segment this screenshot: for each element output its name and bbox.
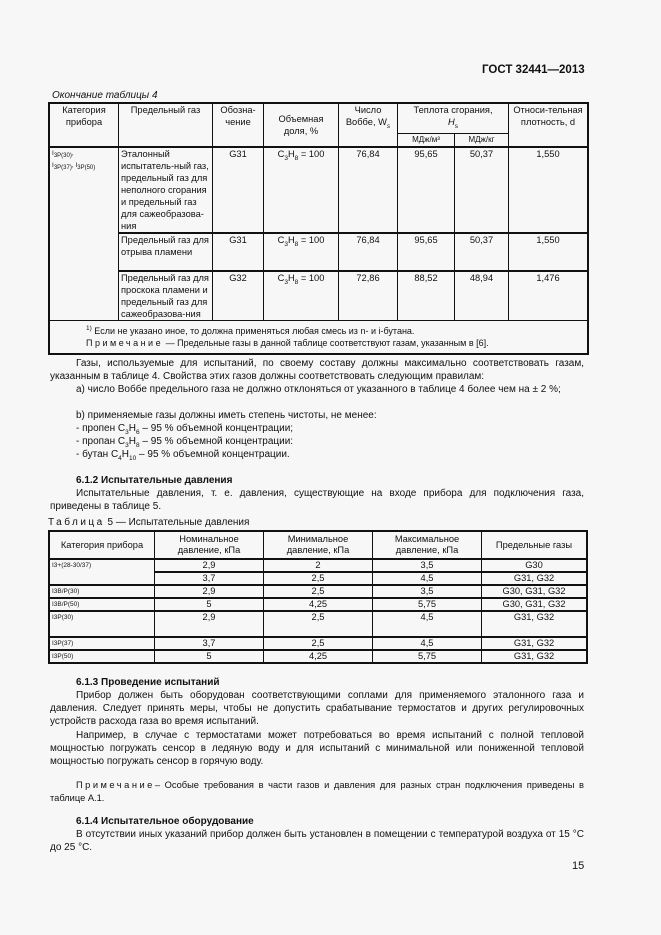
col-header-unit-m3: МДж/м³ xyxy=(398,133,455,147)
nominal-cell: 3,7 xyxy=(155,637,264,650)
max-cell: 3,5 xyxy=(373,559,482,572)
heat-m3-cell: 95,65 xyxy=(398,147,455,233)
page-number: 15 xyxy=(572,860,585,872)
category-cell: I3B/P(30) xyxy=(49,585,155,598)
text: - пропан C xyxy=(76,436,126,447)
purity-butane xyxy=(50,448,584,465)
nominal-cell: 5 xyxy=(155,598,264,611)
wobbe-label: Число Воббе, W xyxy=(345,105,387,127)
min-cell: 4,25 xyxy=(264,598,373,611)
col-header-volume-fraction: Объемная доля, % xyxy=(264,103,339,147)
item-b: b) применяемые газы должны иметь степень чистоты, не менее: xyxy=(76,410,377,421)
document-standard-number: ГОСТ 32441—2013 xyxy=(482,64,585,76)
fraction-cell: $C_3H_8 = 100$ xyxy=(264,147,339,233)
note-text: – Особые требования в части газов и давления для разных стран подключения приведены в таблице А.1. xyxy=(50,780,584,803)
wobbe-cell: 76,84 xyxy=(339,233,398,271)
table-5 xyxy=(48,530,588,664)
section-6-1-3-para1: Прибор должен быть оборудован соответствующими соплами для применяемого эталонного газа и давления. Следует принять меры, чтобы не допустить срабатывание термостатов и других регулировочных устройств расхода газа во время испытаний. xyxy=(50,690,584,727)
table4-caption: Окончание таблицы 4 xyxy=(52,90,158,101)
min-cell: 2 xyxy=(264,559,373,572)
heat-sub: s xyxy=(454,122,458,130)
col-header-limit-gas: Предельный газ xyxy=(119,103,213,147)
table-4 xyxy=(48,102,589,355)
text: H xyxy=(121,449,130,460)
table-row xyxy=(49,650,587,663)
caption-text: 5 — Испытательные давления xyxy=(104,517,250,528)
max-cell: 4,5 xyxy=(373,572,482,585)
heat-label: Теплота сгорания, xyxy=(413,105,493,115)
wobbe-cell: 76,84 xyxy=(339,147,398,233)
gases-cell: G31, G32 xyxy=(482,572,588,585)
nominal-cell: 2,9 xyxy=(155,611,264,637)
text: H xyxy=(128,423,137,434)
col-header-designation: Обозна-чение xyxy=(213,103,264,147)
table-row xyxy=(49,585,587,598)
col-header-min: Минимальное давление, кПа xyxy=(264,531,373,559)
paragraph-gases: Газы, используемые для испытаний, по своему составу должны максимально соответствовать газам, указанным в таблице 4. Свойства этих газов должны соответствовать следующим правилам: xyxy=(50,358,584,382)
wobbe-cell: 72,86 xyxy=(339,271,398,321)
category-cell: I3+(28-30/37) xyxy=(49,559,155,585)
col-header-unit-kg: МДж/кг xyxy=(455,133,509,147)
sub: 6 xyxy=(136,429,140,436)
gases-cell: G30 xyxy=(482,559,588,572)
col-header-wobbe xyxy=(339,103,398,147)
section-6-1-3-para2: Например, в случае с термостатами может потребоваться во время испытаний с полной тепловой мощностью погружать сенсор в ледяную воду и для испытаний с минимальной или пониженной тепловой мощностью погружать сенсор в горячую воду. xyxy=(50,730,584,767)
col-header-heat xyxy=(398,103,509,133)
min-cell: 2,5 xyxy=(264,572,373,585)
table4-notes xyxy=(49,320,588,354)
item-a: а) число Воббе предельного газа не должно отклоняться от указанного в таблице 4 более чем на ± 2 %; xyxy=(76,384,561,395)
col-header-gases: Предельные газы xyxy=(482,531,588,559)
section-6-1-2-title: 6.1.2 Испытательные давления xyxy=(76,475,233,486)
min-cell: 4,25 xyxy=(264,650,373,663)
limit-gas-cell: Предельный газ для проскока пламени и предельный газ для сажеобразова-ния xyxy=(119,271,213,321)
table-row xyxy=(49,233,588,271)
gases-cell: G31, G32 xyxy=(482,650,588,663)
sub: 3 xyxy=(125,442,129,449)
note-text: — Предельные газы в данной таблице соответствуют газам, указанным в [6]. xyxy=(163,337,489,348)
fraction-cell: $C_3H_8 = 100$ xyxy=(264,233,339,271)
section-6-1-4-text: В отсутствии иных указаний прибор должен быть установлен в помещении с температурой воздуха от 15 °С до 25 °С. xyxy=(50,829,584,853)
text: – 95 % объемной концентрации; xyxy=(139,423,294,434)
heat-symbol: H xyxy=(448,117,455,127)
table-row xyxy=(49,559,587,572)
max-cell: 3,5 xyxy=(373,585,482,598)
sub: 3 xyxy=(125,429,129,436)
note-label: Примечание xyxy=(76,780,155,790)
nominal-cell: 2,9 xyxy=(155,559,264,572)
heat-kg-cell: 50,37 xyxy=(455,233,509,271)
text: – 95 % объемной концентрации: xyxy=(139,436,294,447)
designation-cell: G32 xyxy=(213,271,264,321)
heat-kg-cell: 50,37 xyxy=(455,147,509,233)
gases-cell: G30, G31, G32 xyxy=(482,585,588,598)
max-cell: 5,75 xyxy=(373,650,482,663)
table-row xyxy=(49,611,587,637)
min-cell: 2,5 xyxy=(264,611,373,637)
table-row xyxy=(49,598,587,611)
sub: 8 xyxy=(136,442,140,449)
min-cell: 2,5 xyxy=(264,585,373,598)
table-row xyxy=(49,637,587,650)
table-row xyxy=(49,147,588,233)
text: – 95 % объемной концентрации. xyxy=(136,449,290,460)
density-cell: 1,550 xyxy=(509,233,589,271)
limit-gas-cell: Предельный газ для отрыва пламени xyxy=(119,233,213,271)
limit-gas-cell: Эталонный испытатель-ный газ, предельный газ для неполного сгорания и предельный газ для сажеобразова-ния xyxy=(119,147,213,233)
max-cell: 4,5 xyxy=(373,611,482,637)
section-6-1-4-title: 6.1.4 Испытательное оборудование xyxy=(76,816,254,827)
gases-cell: G31, G32 xyxy=(482,637,588,650)
max-cell: 4,5 xyxy=(373,637,482,650)
text: - бутан C xyxy=(76,449,119,460)
density-cell: 1,550 xyxy=(509,147,589,233)
table5-caption xyxy=(48,517,249,528)
col-header-density: Относи-тельная плотность, d xyxy=(509,103,589,147)
text: H xyxy=(128,436,137,447)
category-cell: I3P(30), I3P(37), I3P(50) xyxy=(49,147,119,321)
category-cell: I3B/P(50) xyxy=(49,598,155,611)
category-cell: I3P(50) xyxy=(49,650,155,663)
note-2 xyxy=(50,779,584,805)
footnote-text: Если не указано иное, то должна применяться любая смесь из n- и i-бутана. xyxy=(94,325,415,336)
col-header-category: Категория прибора xyxy=(49,103,119,147)
density-cell: 1,476 xyxy=(509,271,589,321)
gases-cell: G30, G31, G32 xyxy=(482,598,588,611)
nominal-cell: 2,9 xyxy=(155,585,264,598)
section-6-1-3-title: 6.1.3 Проведение испытаний xyxy=(76,677,220,688)
heat-m3-cell: 88,52 xyxy=(398,271,455,321)
caption-label: Таблица xyxy=(48,517,105,528)
col-header-max: Максимальное давление, кПа xyxy=(373,531,482,559)
max-cell: 5,75 xyxy=(373,598,482,611)
designation-cell: G31 xyxy=(213,233,264,271)
nominal-cell: 3,7 xyxy=(155,572,264,585)
col-header-category: Категория прибора xyxy=(49,531,155,559)
designation-cell: G31 xyxy=(213,147,264,233)
heat-kg-cell: 48,94 xyxy=(455,271,509,321)
heat-m3-cell: 95,65 xyxy=(398,233,455,271)
section-6-1-2-text: Испытательные давления, т. е. давления, существующие на входе прибора для подключения газа, приведены в таблице 5. xyxy=(50,488,584,512)
nominal-cell: 5 xyxy=(155,650,264,663)
table-row xyxy=(49,271,588,321)
footnote-mark: 1) xyxy=(86,324,92,332)
min-cell: 2,5 xyxy=(264,637,373,650)
gases-cell: G31, G32 xyxy=(482,611,588,637)
text: - пропен C xyxy=(76,423,126,434)
fraction-cell: $C_3H_8 = 100$ xyxy=(264,271,339,321)
sub: 10 xyxy=(129,455,137,462)
category-cell: I3P(30) xyxy=(49,611,155,637)
category-cell: I3P(37) xyxy=(49,637,155,650)
note-label: Примечание xyxy=(86,337,164,348)
col-header-nominal: Номинальное давление, кПа xyxy=(155,531,264,559)
wobbe-sub: s xyxy=(386,122,391,130)
sub: 4 xyxy=(118,455,122,462)
